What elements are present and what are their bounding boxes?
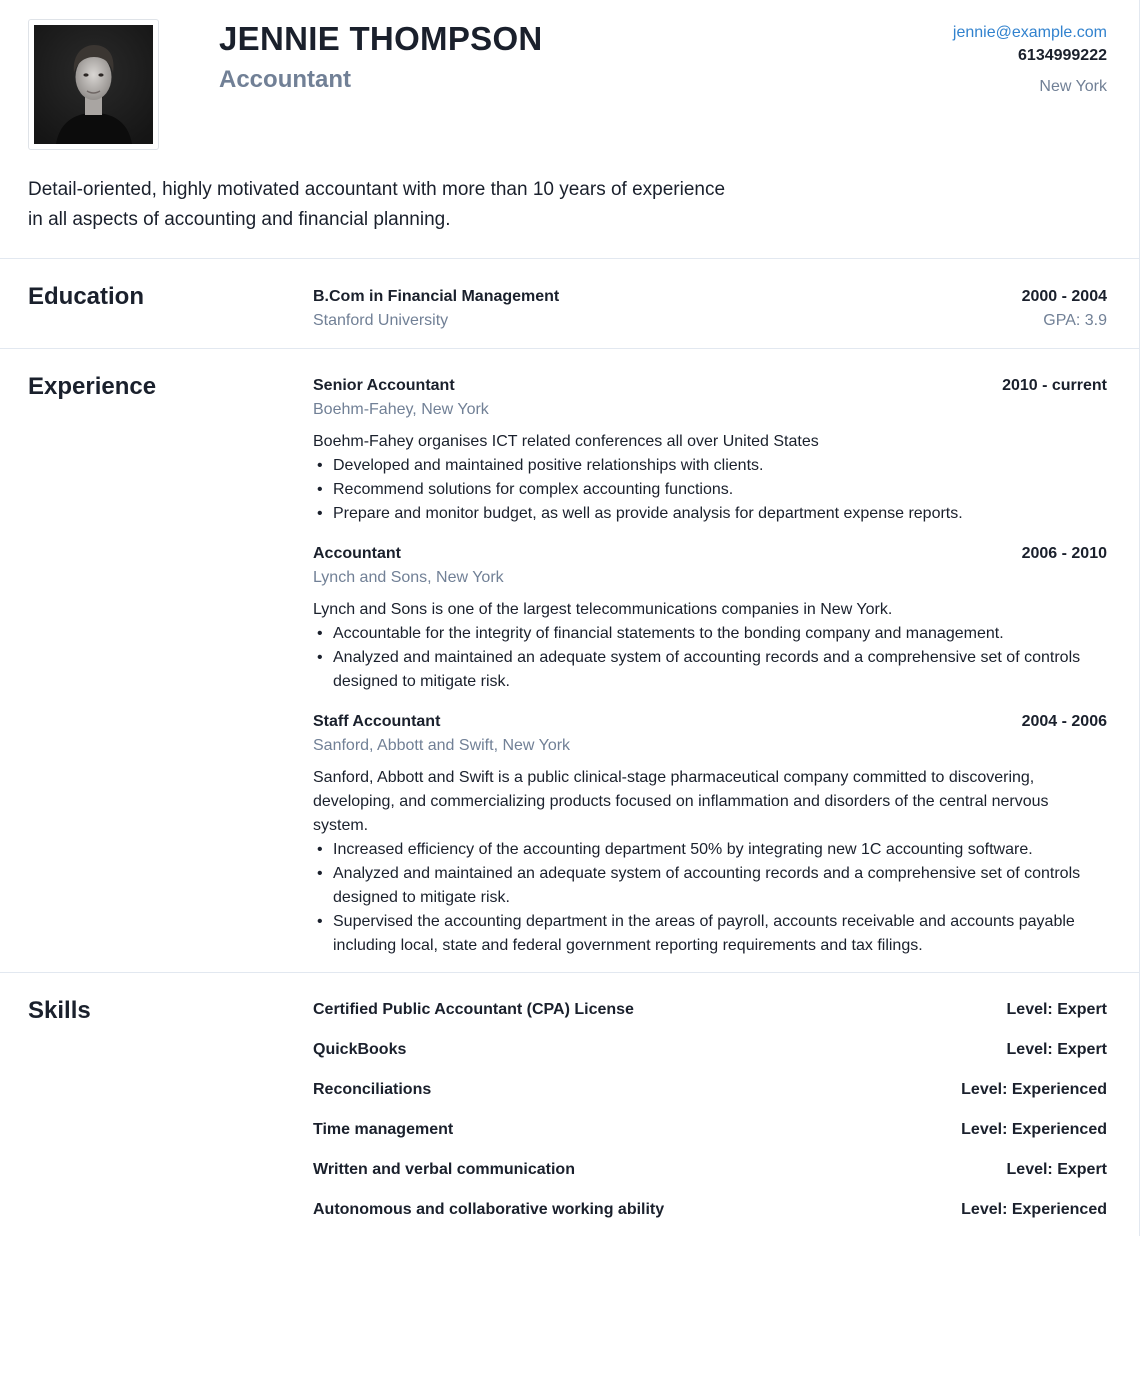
list-item: • Developed and maintained positive relationships with clients. bbox=[313, 454, 1107, 478]
skill-level: Level: Expert bbox=[1006, 1161, 1107, 1178]
skill-level: Level: Expert bbox=[1006, 1001, 1107, 1018]
skill-name: Reconciliations bbox=[313, 1081, 432, 1098]
job-description: Sanford, Abbott and Swift is a public clinical-stage pharmaceutical company committed to discovering, developing, and commercializing products focused on inflammation and disorders of the central nervous system. bbox=[313, 769, 1049, 834]
experience-section bbox=[0, 348, 1139, 972]
job-role: Staff Accountant bbox=[313, 713, 441, 730]
job-company: Lynch and Sons, New York bbox=[313, 569, 504, 586]
list-item: • Prepare and monitor budget, as well as provide analysis for department expense reports. bbox=[313, 502, 1107, 526]
profile-summary: Detail-oriented, highly motivated accountant with more than 10 years of experience in all aspects of accounting and financial planning. bbox=[28, 179, 726, 230]
skill-row bbox=[313, 1158, 1107, 1198]
list-item: • Recommend solutions for complex accounting functions. bbox=[313, 478, 1107, 502]
education-entry bbox=[313, 259, 1107, 333]
job-company: Sanford, Abbott and Swift, New York bbox=[313, 737, 571, 754]
resume-header bbox=[0, 0, 1139, 258]
skill-level: Level: Expert bbox=[1006, 1041, 1107, 1058]
job-entry bbox=[313, 542, 1107, 694]
skill-row bbox=[313, 1078, 1107, 1118]
skill-level: Level: Experienced bbox=[961, 1201, 1107, 1218]
skill-name: Written and verbal communication bbox=[313, 1161, 575, 1178]
job-description: Boehm-Fahey organises ICT related conferences all over United States bbox=[313, 433, 819, 450]
job-bullets bbox=[313, 622, 1107, 694]
job-dates: 2010 - current bbox=[1002, 377, 1107, 394]
section-heading: Experience bbox=[28, 373, 157, 400]
candidate-name: JENNIE THOMPSON bbox=[219, 20, 543, 57]
list-item: • Supervised the accounting department in the areas of payroll, accounts receivable and accounts payable including local, state and federal government reporting requirements and tax filings. bbox=[313, 910, 1107, 958]
list-item: • Increased efficiency of the accounting department 50% by integrating new 1C accounting software. bbox=[313, 838, 1107, 862]
skills-section bbox=[0, 972, 1139, 1237]
skill-level: Level: Experienced bbox=[961, 1081, 1107, 1098]
education-years: 2000 - 2004 bbox=[1021, 288, 1107, 305]
education-section bbox=[0, 258, 1139, 348]
job-description: Lynch and Sons is one of the largest telecommunications companies in New York. bbox=[313, 601, 893, 618]
email-link[interactable]: jennie@example.com bbox=[952, 24, 1107, 41]
degree: B.Com in Financial Management bbox=[313, 288, 560, 305]
job-role: Accountant bbox=[313, 545, 401, 562]
list-item: • Analyzed and maintained an adequate system of accounting records and a comprehensive set of controls designed to mitigate risk. bbox=[313, 646, 1107, 694]
profile-photo bbox=[34, 25, 153, 144]
skill-name: Certified Public Accountant (CPA) License bbox=[313, 1001, 634, 1018]
skill-row bbox=[313, 998, 1107, 1038]
skill-name: Autonomous and collaborative working ability bbox=[313, 1201, 665, 1218]
job-company: Boehm-Fahey, New York bbox=[313, 401, 489, 418]
candidate-title: Accountant bbox=[219, 66, 351, 93]
section-heading: Skills bbox=[28, 997, 91, 1024]
skill-name: QuickBooks bbox=[313, 1041, 407, 1058]
skill-row bbox=[313, 1198, 1107, 1238]
skills-list bbox=[313, 973, 1107, 1238]
contact-block bbox=[953, 22, 1107, 98]
skill-name: Time management bbox=[313, 1121, 454, 1138]
job-bullets bbox=[313, 454, 1107, 526]
list-item: • Analyzed and maintained an adequate system of accounting records and a comprehensive set of controls designed to mitigate risk. bbox=[313, 862, 1107, 910]
portrait-image bbox=[34, 25, 153, 144]
job-entry bbox=[313, 710, 1107, 958]
phone-number: 6134999222 bbox=[1018, 47, 1107, 64]
job-bullets bbox=[313, 838, 1107, 958]
skill-level: Level: Experienced bbox=[961, 1121, 1107, 1138]
skill-row bbox=[313, 1118, 1107, 1158]
job-role: Senior Accountant bbox=[313, 377, 455, 394]
gpa: GPA: 3.9 bbox=[1043, 312, 1107, 329]
experience-list bbox=[313, 349, 1107, 958]
school: Stanford University bbox=[313, 312, 449, 329]
job-entry bbox=[313, 374, 1107, 526]
job-dates: 2006 - 2010 bbox=[1021, 545, 1107, 562]
list-item: • Accountable for the integrity of financial statements to the bonding company and management. bbox=[313, 622, 1107, 646]
profile-photo-frame bbox=[28, 19, 159, 150]
location: New York bbox=[1039, 78, 1107, 95]
skill-row bbox=[313, 1038, 1107, 1078]
job-dates: 2004 - 2006 bbox=[1021, 713, 1107, 730]
section-heading: Education bbox=[28, 283, 145, 310]
